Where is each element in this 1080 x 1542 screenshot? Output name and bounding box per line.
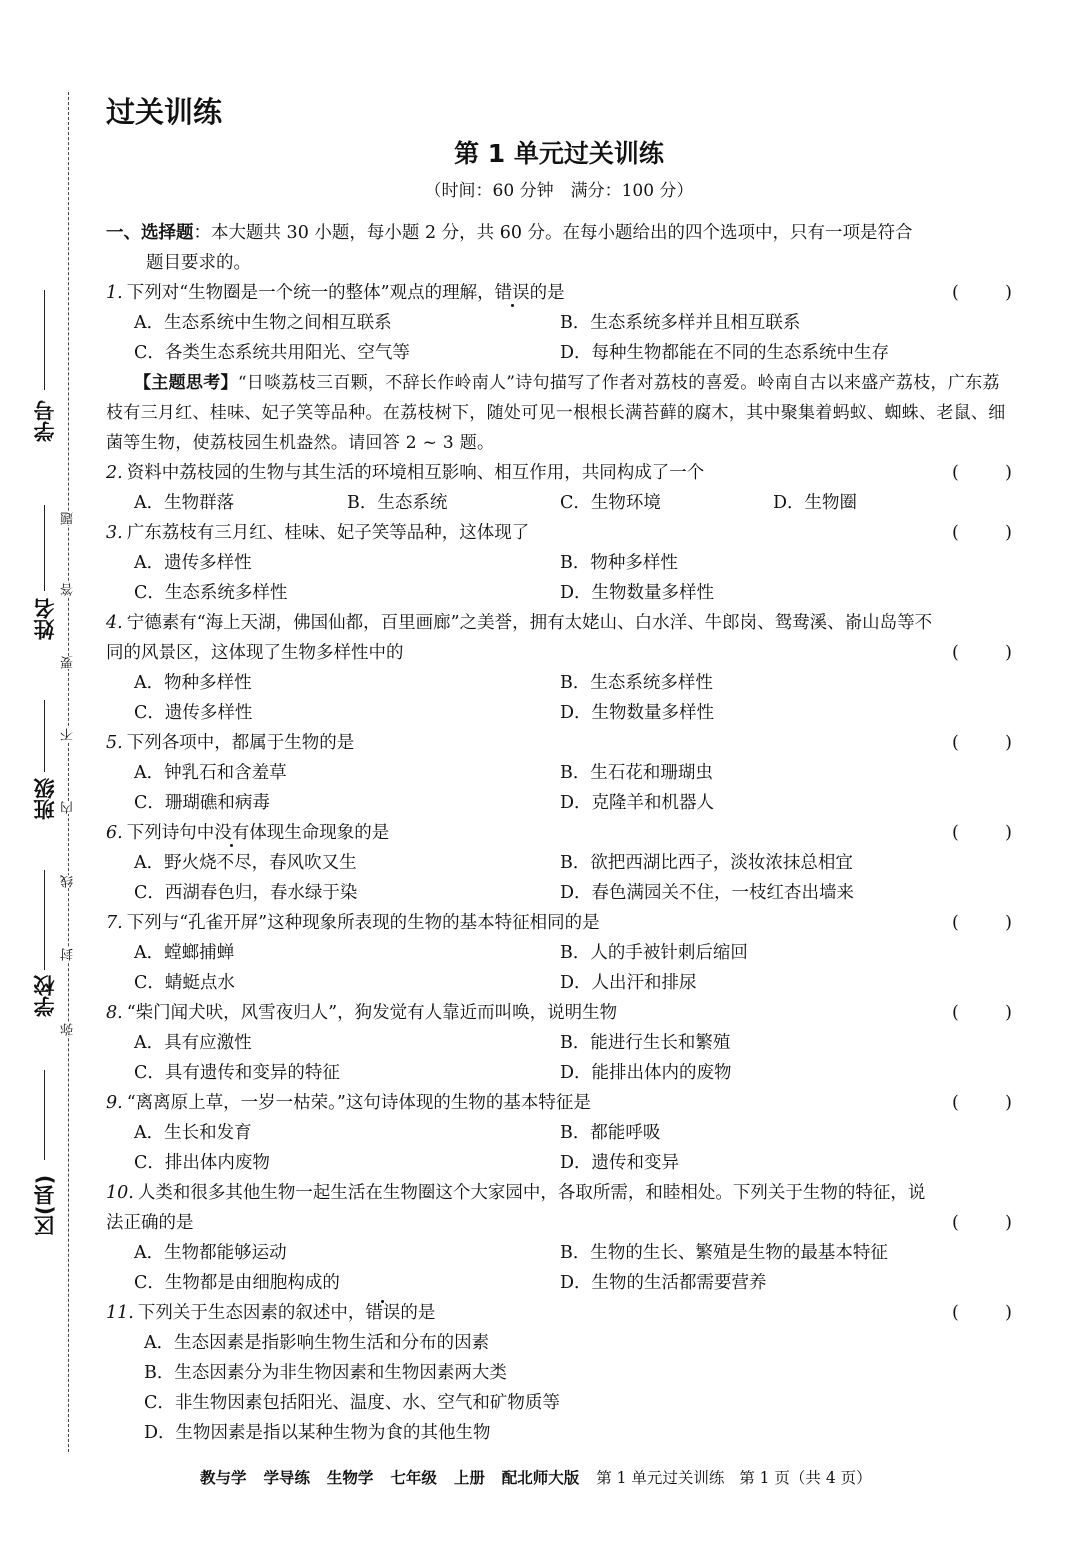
exam-page [106,90,1012,1448]
option: C．生物环境 [560,493,661,513]
option: A．生长和发育 [134,1123,252,1143]
class-blank[interactable] [44,700,45,772]
option: B．生石花和珊瑚虫 [560,763,713,783]
footer-unit: 第 1 单元过关训练 [596,1469,725,1487]
passage-label: 【主题思考】 [134,373,238,393]
option: B．生态系统 [347,493,448,513]
option: B．能进行生长和繁殖 [560,1033,731,1053]
question: 10. 人类和很多其他生物一起生活在生物圈这个大家园中，各取所需，和睦相处。下列关于生物的特征，说法正确的是 ( ) [106,1178,1012,1238]
binding-dashed-line [68,92,69,1452]
option: C．遗传多样性 [134,703,253,723]
option: D．生物数量多样性 [560,703,715,723]
answer-blank[interactable]: ( ) [952,1213,1012,1233]
option: B．都能呼吸 [560,1123,661,1143]
header-tag: 过关训练 [106,95,223,129]
question-number: 11. [106,1303,134,1323]
option-row [106,758,1012,788]
option: D．每种生物都能在不同的生态系统中生存 [560,343,890,363]
option: C．具有遗传和变异的特征 [134,1063,340,1083]
question-number: 6. [106,823,123,843]
option-row [106,848,1012,878]
section-desc-cont: 题目要求的。 [146,253,251,273]
question-number: 5. [106,733,123,753]
reading-passage [106,368,1012,458]
option-row [106,788,1012,818]
emphasis-text: 没有 [214,823,250,843]
question-number: 10. [106,1183,134,1203]
answer-blank[interactable]: ( ) [952,463,1012,483]
option: C．排出体内废物 [134,1153,270,1173]
option: A．生物群落 [134,493,235,513]
answer-blank[interactable]: ( ) [952,523,1012,543]
footer-book-item: 上册 [453,1469,485,1487]
question-number: 8. [106,1003,123,1023]
option: C．西湖春色归，春水绿于染 [134,883,358,903]
question-number: 1. [106,283,123,303]
footer-book-item: 配北师大版 [501,1469,580,1487]
option: D．能排出体内的废物 [560,1063,732,1083]
option: A．生物都能够运动 [134,1243,287,1263]
footer-book-item: 教与学 [200,1469,247,1487]
option: B．生态系统多样并且相互联系 [560,313,801,333]
question: 6. 下列诗句中没有体现生命现象的是 ( ) [106,818,1012,848]
option-row [106,878,1012,908]
option: D．生物因素是指以某种生物为食的其他生物 [144,1423,491,1443]
question: 9. “离离原上草，一岁一枯荣。”这句诗体现的生物的基本特征是 ( ) [106,1088,1012,1118]
answer-blank[interactable]: ( ) [952,1303,1012,1323]
option: A．钟乳石和含羞草 [134,763,287,783]
option-row [106,1268,1012,1298]
question: 5. 下列各项中，都属于生物的是 ( ) [106,728,1012,758]
answer-blank[interactable]: ( ) [952,733,1012,753]
option: C．珊瑚礁和病毒 [134,793,270,813]
option: B．生物的生长、繁殖是生物的最基本特征 [560,1243,888,1263]
footer-book-item: 七年级 [390,1469,437,1487]
option: C．蜻蜓点水 [134,973,235,993]
question: 1. 下列对“生物圈是一个统一的整体”观点的理解，错误的是 ( ) [106,278,1012,308]
student-id-label: 学号 [33,400,57,442]
option-row [106,548,1012,578]
name-blank[interactable] [44,505,45,591]
option-row [106,1058,1012,1088]
answer-blank[interactable]: ( ) [952,643,1012,663]
option: D．生物圈 [773,493,858,513]
answer-blank[interactable]: ( ) [952,283,1012,303]
option: B．生态因素分为非生物因素和生物因素两大类 [144,1363,507,1383]
option-row [106,578,1012,608]
question: 11. 下列关于生态因素的叙述中，错误的是 ( ) [106,1298,1012,1328]
emphasis-text: 错误 [494,283,530,303]
section-desc: ：本大题共 30 小题，每小题 2 分，共 60 分。在每小题给出的四个选项中，只有一项是符合 [193,223,913,243]
footer-page: 第 1 页（共 4 页） [739,1469,872,1487]
section-label: 一、选择题 [106,223,194,243]
binding-warning-char: 题 [61,512,76,525]
option: D．春色满园关不住，一枝红杏出墙来 [560,883,855,903]
question: 8. “柴门闻犬吠，风雪夜归人”，狗发觉有人靠近而叫唤，说明生物 ( ) [106,998,1012,1028]
name-label: 姓名 [33,598,57,640]
district-label: 区(县) [33,1174,57,1236]
option: A．遗传多样性 [134,553,252,573]
section-header [106,218,1012,278]
option: C．各类生态系统共用阳光、空气等 [134,343,410,363]
option-row [106,1148,1012,1178]
option: D．克隆羊和机器人 [560,793,715,813]
answer-blank[interactable]: ( ) [952,913,1012,933]
option-row [106,968,1012,998]
class-label: 班级 [33,778,57,820]
option-row [106,308,1012,338]
emphasis-text: 错误 [365,1303,401,1323]
option-row [106,488,1012,518]
page-footer [200,1466,920,1488]
question: 2. 资料中荔枝园的生物与其生活的环境相互影响、相互作用，共同构成了一个 ( ) [106,458,1012,488]
binding-warning-char: 线 [61,875,76,888]
option-row [106,1028,1012,1058]
option-row [106,1238,1012,1268]
student-id-blank[interactable] [44,290,45,390]
option: A．物种多样性 [134,673,252,693]
school-label: 学校 [33,975,57,1017]
option-row [106,938,1012,968]
answer-blank[interactable]: ( ) [952,1093,1012,1113]
option-row [106,338,1012,368]
option: D．人出汗和排尿 [560,973,697,993]
footer-book-item: 学导练 [263,1469,310,1487]
option: A．生态系统中生物之间相互联系 [134,313,392,333]
option: D．生物数量多样性 [560,583,715,603]
question: 4. 宁德素有“海上天湖，佛国仙都，百里画廊”之美誉，拥有太姥山、白水洋、牛郎岗、鸳鸯溪、嵛山岛等不同的风景区，这体现了生物多样性中的 ( ) [106,608,1012,668]
option: D．生物的生活都需要营养 [560,1273,767,1293]
option-row [106,698,1012,728]
answer-blank[interactable]: ( ) [952,1003,1012,1023]
option: B．人的手被针刺后缩回 [560,943,748,963]
question: 7. 下列与“孔雀开屏”这种现象所表现的生物的基本特征相同的是 ( ) [106,908,1012,938]
question-number: 3. [106,523,123,543]
district-blank[interactable] [44,1070,45,1160]
option-row [106,1118,1012,1148]
option: A．螳螂捕蝉 [134,943,235,963]
option: C．生态系统多样性 [134,583,288,603]
option: B．物种多样性 [560,553,678,573]
option: A．野火烧不尽，春风吹又生 [134,853,357,873]
binding-warning-char: 答 [61,583,76,596]
option: C．非生物因素包括阳光、温度、水、空气和矿物质等 [144,1393,560,1413]
answer-blank[interactable]: ( ) [952,823,1012,843]
option: B．生态系统多样性 [560,673,713,693]
question-number: 9. [106,1093,123,1113]
page-title: 第 1 单元过关训练 [454,139,664,168]
binding-warning-char: 内 [61,801,76,814]
time-info: （时间：60 分钟 满分：100 分） [424,181,694,201]
question-number: 2. [106,463,123,483]
school-blank[interactable] [44,870,45,970]
option: A．具有应激性 [134,1033,252,1053]
option: D．遗传和变异 [560,1153,680,1173]
binding-warning-char: 封 [61,948,76,961]
option: B．欲把西湖比西子，淡妆浓抹总相宜 [560,853,853,873]
question: 3. 广东荔枝有三月红、桂味、妃子笑等品种，这体现了 ( ) [106,518,1012,548]
binding-warning-char: 弥 [61,1023,76,1036]
option: C．生物都是由细胞构成的 [134,1273,340,1293]
footer-book-item: 生物学 [326,1469,374,1487]
binding-warning-char: 不 [61,728,76,741]
question-number: 7. [106,913,123,933]
passage-text: “日啖荔枝三百颗，不辞长作岭南人”诗句描写了作者对荔枝的喜爱。岭南自古以来盛产荔枝，广东荔枝有三月红、桂味、妃子笑等品种。在荔枝树下，随处可见一根根长满苔藓的腐木，其中聚集着蚂蚁、蜘蛛、老鼠、细菌等生物，使荔枝园生机盎然。请回答 2 ~ 3 题。 [106,373,1006,453]
binding-warning-char: 要 [61,656,76,669]
option: A．生态因素是指影响生物生活和分布的因素 [144,1333,490,1353]
option-row [106,668,1012,698]
question-number: 4. [106,613,123,633]
